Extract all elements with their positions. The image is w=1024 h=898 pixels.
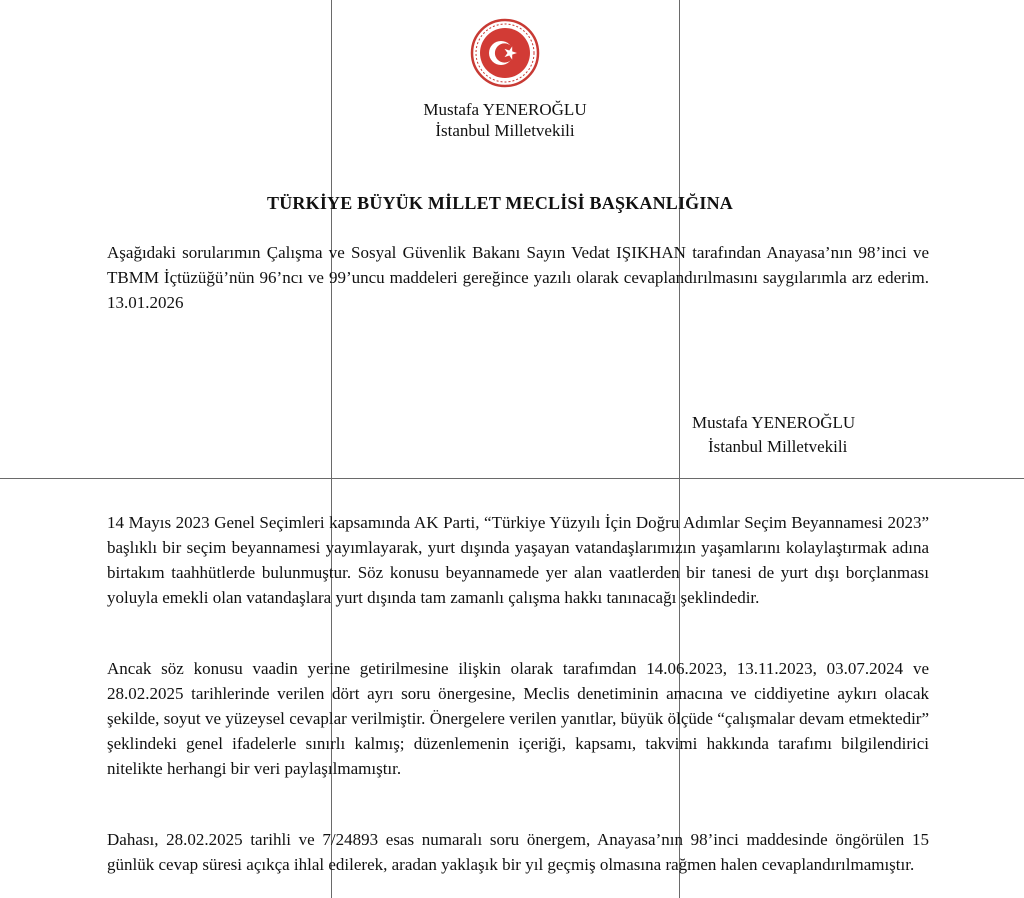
header-deputy-title: İstanbul Milletvekili bbox=[435, 121, 575, 140]
tbmm-emblem-icon bbox=[470, 18, 540, 88]
body-paragraph-2: Ancak söz konusu vaadin yerine getirilmesine ilişkin olarak tarafımdan 14.06.2023, 13.11.2023, 03.07.2024 ve 28.02.2025 tarihlerinde verilen dört ayrı soru önergesine, Meclis denetiminin amacına ve ciddiyetine aykırı olacak şekilde, soyut ve yüzeysel cevaplar verilmiştir. Önergelere verilen yanıtlar, büyük ölçüde “çalışmalar devam etmektedir” şeklindeki genel ifadelerle sınırlı kalmış; düzenlemenin içeriği, kapsamı, takvimi hakkında tarafımı bilgilendirici nitelikte herhangi bir veri paylaşılmamıştır. bbox=[107, 659, 929, 778]
body-paragraph-3: Dahası, 28.02.2025 tarihli ve 7/24893 esas numaralı soru önergem, Anayasa’nın 98’inci maddesinde öngörülen 15 günlük cevap süresi açıkça ihlal edilerek, aradan yaklaşık bir yıl geçmiş olmasına rağmen halen cevaplandırılmamıştır. bbox=[107, 830, 929, 874]
intro-paragraph: Aşağıdaki sorularımın Çalışma ve Sosyal Güvenlik Bakanı Sayın Vedat IŞIKHAN tarafından Anayasa’nın 98’inci ve TBMM İçtüzüğü’nün 96’ncı ve 99’uncu maddeleri gereğince yazılı olarak cevaplandırılmasını saygılarımla arz ederim. 13.01.2026 bbox=[107, 243, 929, 312]
crop-line-horizontal bbox=[0, 478, 1024, 479]
signature-name: Mustafa YENEROĞLU bbox=[692, 413, 856, 432]
header-deputy-name: Mustafa YENEROĞLU bbox=[423, 100, 587, 119]
signature-title: İstanbul Milletvekili bbox=[708, 437, 848, 456]
body-paragraph-1: 14 Mayıs 2023 Genel Seçimleri kapsamında AK Parti, “Türkiye Yüzyılı İçin Doğru Adımlar Seçim Beyannamesi 2023” başlıklı bir seçim beyannamesi yayımlayarak, yurt dışında yaşayan vatandaşlarımızın yaşamlarını kolaylaştırmak adına birtakım taahhütlerde bulunmuştur. Söz konusu beyannamede yer alan vaatlerden bir tanesi de yurt dışı borçlanması yoluyla emekli olan vatandaşlara yurt dışında tam zamanlı çalışma hakkı tanınacağı şeklindedir. bbox=[107, 513, 929, 607]
document-heading: TÜRKİYE BÜYÜK MİLLET MECLİSİ BAŞKANLIĞINA bbox=[267, 193, 733, 213]
